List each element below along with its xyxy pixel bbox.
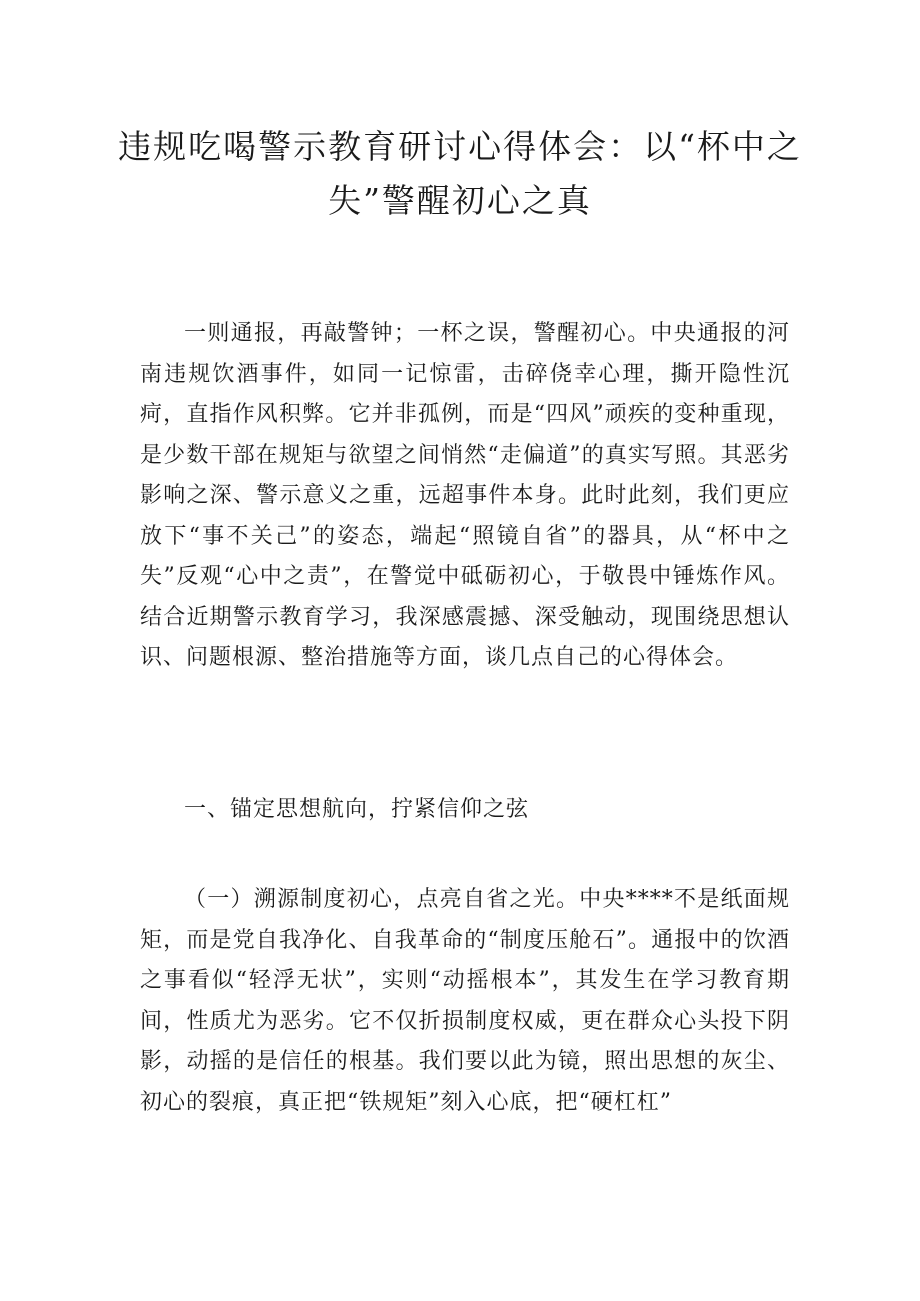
document-title: 违规吃喝警示教育研讨心得体会：以“杯中之失”警醒初心之真 [118,127,802,220]
intro-paragraph: 一则通报，再敲警钟；一杯之误，警醒初心。中央通报的河南违规饮酒事件，如同一记惊雷，击碎侥幸心理，撕开隐性沉疴，直指作风积弊。它并非孤例，而是“四风”顽疾的变种重现，是少数干部在规矩与欲望之间悄然“走偏道”的真实写照。其恶劣影响之深、警示意义之重，远超事件本身。此时此刻，我们更应放下“事不关己”的姿态，端起“照镜自省”的器具，从“杯中之失”反观“心中之责”，在警觉中砥砺初心，于敬畏中锤炼作风。结合近期警示教育学习，我深感震撼、深受触动，现围绕思想认识、问题根源、整治措施等方面，谈几点自己的心得体会。 [140,321,790,670]
section-heading: 一、锚定思想航向，拧紧信仰之弦 [184,797,530,822]
subsection-paragraph: （一）溯源制度初心，点亮自省之光。中央****不是纸面规矩，而是党自我净化、自我革命的“制度压舱石”。通报中的饮酒之事看似“轻浮无状”，实则“动摇根本”，其发生在学习教育期间，性质尤为恶劣。它不仅折损制度权威，更在群众心头投下阴影，动摇的是信任的根基。我们要以此为镜，照出思想的灰尘、初心的裂痕，真正把“铁规矩”刻入心底，把“硬杠杠” [140,887,790,1115]
